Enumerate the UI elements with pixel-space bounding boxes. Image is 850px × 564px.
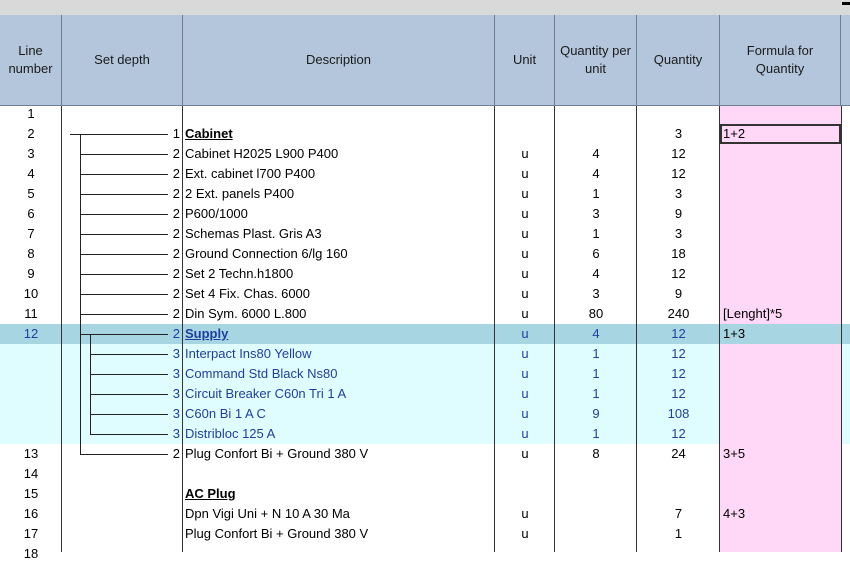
cell-set-depth[interactable]: 3 bbox=[172, 366, 180, 381]
cell-formula[interactable]: 1+3 bbox=[723, 326, 746, 341]
cell-quantity[interactable]: 108 bbox=[667, 406, 690, 421]
cell-unit[interactable]: u bbox=[521, 226, 529, 241]
cell-description[interactable]: Plug Confort Bi + Ground 380 V bbox=[185, 526, 369, 541]
cell-quantity[interactable]: 12 bbox=[671, 346, 686, 361]
cell-set-depth[interactable]: 3 bbox=[172, 426, 180, 441]
cell-line-number[interactable]: 1 bbox=[27, 106, 35, 121]
cell-qty-per-unit[interactable] bbox=[555, 544, 637, 564]
cell-quantity[interactable]: 12 bbox=[671, 146, 686, 161]
cell-qty-per-unit[interactable]: 6 bbox=[592, 246, 600, 261]
header-line-number[interactable]: Line number bbox=[0, 15, 62, 105]
cell-line-number[interactable] bbox=[0, 424, 62, 444]
cell-line-number[interactable]: 13 bbox=[23, 446, 39, 461]
cell-unit[interactable]: u bbox=[521, 366, 529, 381]
cell-line-number[interactable]: 2 bbox=[27, 126, 35, 141]
cell-set-depth[interactable]: 2 bbox=[172, 446, 180, 461]
cell-quantity[interactable]: 9 bbox=[674, 286, 683, 301]
cell-description[interactable]: Cabinet H2025 L900 P400 bbox=[185, 146, 339, 161]
cell-description[interactable]: Circuit Breaker C60n Tri 1 A bbox=[185, 386, 347, 401]
cell-description[interactable]: AC Plug bbox=[185, 486, 236, 501]
cell-unit[interactable]: u bbox=[521, 326, 529, 341]
cell-unit[interactable] bbox=[495, 124, 555, 144]
cell-set-depth[interactable]: 2 bbox=[172, 226, 180, 241]
cell-line-number[interactable]: 12 bbox=[23, 326, 39, 341]
cell-description[interactable]: Cabinet bbox=[185, 126, 233, 141]
column-header-row bbox=[0, 15, 850, 106]
cell-qty-per-unit[interactable]: 1 bbox=[592, 366, 600, 381]
cell-set-depth[interactable]: 2 bbox=[172, 166, 180, 181]
cell-line-number[interactable]: 3 bbox=[27, 146, 35, 161]
header-unit[interactable]: Unit bbox=[495, 15, 555, 105]
table-row[interactable] bbox=[0, 444, 850, 464]
cell-qty-per-unit[interactable] bbox=[555, 464, 637, 484]
cell-description[interactable]: Distribloc 125 A bbox=[185, 426, 276, 441]
table-row[interactable] bbox=[0, 164, 850, 184]
cell-quantity[interactable]: 3 bbox=[674, 126, 683, 141]
cell-unit[interactable]: u bbox=[521, 286, 529, 301]
table-row[interactable] bbox=[0, 424, 850, 444]
table-row[interactable] bbox=[0, 524, 850, 544]
cell-qty-per-unit[interactable]: 3 bbox=[592, 286, 600, 301]
cell-description[interactable]: Dpn Vigi Uni + N 10 A 30 Ma bbox=[185, 506, 350, 521]
cell-formula[interactable]: 3+5 bbox=[723, 446, 746, 461]
cell-quantity[interactable]: 12 bbox=[671, 386, 686, 401]
cell-unit[interactable]: u bbox=[521, 406, 529, 421]
cell-set-depth[interactable]: 2 bbox=[172, 266, 180, 281]
cell-description[interactable]: Set 4 Fix. Chas. 6000 bbox=[185, 286, 311, 301]
cell-description[interactable]: Plug Confort Bi + Ground 380 V bbox=[185, 446, 369, 461]
table-row[interactable] bbox=[0, 544, 850, 564]
cell-qty-per-unit[interactable]: 4 bbox=[592, 146, 600, 161]
cell-quantity[interactable]: 24 bbox=[671, 446, 686, 461]
cell-quantity[interactable]: 3 bbox=[674, 186, 683, 201]
table-row[interactable] bbox=[0, 324, 850, 344]
cell-qty-per-unit[interactable]: 4 bbox=[592, 266, 600, 281]
cell-quantity[interactable]: 9 bbox=[674, 206, 683, 221]
cell-line-number[interactable]: 9 bbox=[27, 266, 35, 281]
cell-quantity[interactable] bbox=[637, 484, 720, 504]
table-row[interactable] bbox=[0, 284, 850, 304]
cell-line-number[interactable]: 6 bbox=[27, 206, 35, 221]
cell-quantity[interactable] bbox=[637, 104, 720, 124]
cell-quantity[interactable]: 12 bbox=[671, 326, 686, 341]
table-row[interactable] bbox=[0, 504, 850, 524]
cell-line-number[interactable]: 8 bbox=[27, 246, 35, 261]
cell-set-depth[interactable]: 2 bbox=[172, 306, 180, 321]
cell-description[interactable]: Command Std Black Ns80 bbox=[185, 366, 338, 381]
cell-set-depth[interactable] bbox=[62, 104, 180, 124]
cell-description[interactable]: Interpact Ins80 Yellow bbox=[185, 346, 312, 361]
cell-set-depth[interactable]: 2 bbox=[172, 326, 180, 341]
table-row[interactable] bbox=[0, 204, 850, 224]
cell-description[interactable]: C60n Bi 1 A C bbox=[185, 406, 266, 421]
cell-line-number[interactable]: 16 bbox=[23, 506, 39, 521]
resize-handle[interactable] bbox=[842, 2, 850, 5]
header-description[interactable]: Description bbox=[183, 15, 495, 105]
table-row[interactable] bbox=[0, 224, 850, 244]
cell-qty-per-unit[interactable]: 1 bbox=[592, 386, 600, 401]
cell-description[interactable]: Din Sym. 6000 L.800 bbox=[185, 306, 307, 321]
cell-qty-per-unit[interactable] bbox=[555, 524, 637, 544]
cell-qty-per-unit[interactable]: 9 bbox=[592, 406, 600, 421]
table-row[interactable] bbox=[0, 144, 850, 164]
cell-set-depth[interactable]: 2 bbox=[172, 286, 180, 301]
cell-unit[interactable] bbox=[495, 104, 555, 124]
cell-line-number[interactable] bbox=[0, 404, 62, 424]
table-row[interactable] bbox=[0, 484, 850, 504]
cell-set-depth[interactable]: 2 bbox=[172, 146, 180, 161]
cell-quantity[interactable] bbox=[637, 544, 720, 564]
cell-description[interactable]: 2 Ext. panels P400 bbox=[185, 186, 295, 201]
cell-quantity[interactable]: 3 bbox=[674, 226, 683, 241]
table-row[interactable] bbox=[0, 264, 850, 284]
cell-unit[interactable] bbox=[495, 544, 555, 564]
cell-quantity[interactable]: 12 bbox=[671, 266, 686, 281]
cell-quantity[interactable]: 1 bbox=[674, 526, 683, 541]
header-qty-per-unit[interactable]: Quantity per unit bbox=[555, 15, 637, 105]
cell-set-depth[interactable]: 3 bbox=[172, 386, 180, 401]
cell-unit[interactable]: u bbox=[521, 526, 529, 541]
table-row[interactable] bbox=[0, 344, 850, 364]
cell-unit[interactable]: u bbox=[521, 186, 529, 201]
cell-description[interactable]: Ground Connection 6/lg 160 bbox=[185, 246, 348, 261]
cell-qty-per-unit[interactable]: 3 bbox=[592, 206, 600, 221]
toolbar-strip bbox=[0, 0, 850, 16]
table-row[interactable] bbox=[0, 304, 850, 324]
cell-formula[interactable]: 4+3 bbox=[723, 506, 746, 521]
cell-unit[interactable]: u bbox=[521, 426, 529, 441]
cell-formula[interactable]: [Lenght]*5 bbox=[723, 306, 783, 321]
cell-set-depth[interactable]: 3 bbox=[172, 346, 180, 361]
cell-line-number[interactable] bbox=[0, 384, 62, 404]
cell-description[interactable]: Schemas Plast. Gris A3 bbox=[185, 226, 322, 241]
cell-set-depth[interactable]: 1 bbox=[172, 126, 180, 141]
cell-qty-per-unit[interactable]: 80 bbox=[588, 306, 604, 321]
cell-line-number[interactable]: 10 bbox=[23, 286, 39, 301]
cell-quantity[interactable]: 12 bbox=[671, 166, 686, 181]
cell-line-number[interactable]: 11 bbox=[24, 306, 38, 321]
cell-qty-per-unit[interactable] bbox=[555, 504, 637, 524]
cell-unit[interactable]: u bbox=[521, 266, 529, 281]
table-row[interactable] bbox=[0, 404, 850, 424]
cell-set-depth[interactable] bbox=[62, 544, 180, 564]
table-row[interactable] bbox=[0, 184, 850, 204]
cell-unit[interactable]: u bbox=[521, 146, 529, 161]
cell-unit[interactable]: u bbox=[521, 386, 529, 401]
cell-set-depth[interactable]: 2 bbox=[172, 206, 180, 221]
cell-line-number[interactable]: 15 bbox=[23, 486, 39, 501]
cell-quantity[interactable]: 240 bbox=[667, 306, 690, 321]
cell-set-depth[interactable] bbox=[62, 504, 180, 524]
table-row[interactable] bbox=[0, 104, 850, 124]
cell-description[interactable]: Ext. cabinet l700 P400 bbox=[185, 166, 316, 181]
cell-line-number[interactable]: 7 bbox=[27, 226, 35, 241]
cell-qty-per-unit[interactable]: 1 bbox=[592, 426, 600, 441]
cell-qty-per-unit[interactable] bbox=[555, 104, 637, 124]
header-formula[interactable]: Formula for Quantity bbox=[720, 15, 841, 105]
cell-line-number[interactable]: 18 bbox=[23, 546, 39, 561]
cell-qty-per-unit[interactable] bbox=[555, 484, 637, 504]
cell-qty-per-unit[interactable] bbox=[555, 124, 637, 144]
cell-description[interactable]: Set 2 Techn.h1800 bbox=[185, 266, 294, 281]
cell-formula[interactable]: 1+2 bbox=[723, 126, 746, 141]
cell-unit[interactable]: u bbox=[521, 246, 529, 261]
cell-qty-per-unit[interactable]: 4 bbox=[592, 166, 600, 181]
table-row[interactable] bbox=[0, 364, 850, 384]
header-quantity[interactable]: Quantity bbox=[637, 15, 720, 105]
cell-unit[interactable]: u bbox=[521, 346, 529, 361]
cell-set-depth[interactable]: 3 bbox=[172, 406, 180, 421]
cell-line-number[interactable]: 14 bbox=[23, 466, 39, 481]
cell-qty-per-unit[interactable]: 1 bbox=[592, 186, 600, 201]
cell-quantity[interactable] bbox=[637, 464, 720, 484]
cell-quantity[interactable]: 7 bbox=[674, 506, 683, 521]
cell-quantity[interactable]: 18 bbox=[671, 246, 686, 261]
cell-set-depth[interactable] bbox=[62, 484, 180, 504]
cell-line-number[interactable]: 5 bbox=[27, 186, 35, 201]
active-cell-cursor[interactable] bbox=[720, 124, 841, 144]
cell-qty-per-unit[interactable]: 4 bbox=[592, 326, 600, 341]
cell-line-number[interactable]: 4 bbox=[27, 166, 35, 181]
cell-qty-per-unit[interactable]: 1 bbox=[592, 226, 600, 241]
cell-unit[interactable]: u bbox=[521, 206, 529, 221]
cell-qty-per-unit[interactable]: 1 bbox=[592, 346, 600, 361]
cell-unit[interactable]: u bbox=[521, 166, 529, 181]
cell-set-depth[interactable]: 2 bbox=[172, 186, 180, 201]
table-row[interactable] bbox=[0, 464, 850, 484]
cell-unit[interactable]: u bbox=[521, 446, 529, 461]
cell-set-depth[interactable]: 2 bbox=[172, 246, 180, 261]
cell-unit[interactable] bbox=[495, 484, 555, 504]
header-set-depth[interactable]: Set depth bbox=[62, 15, 183, 105]
header-extra bbox=[841, 15, 850, 105]
cell-set-depth[interactable] bbox=[62, 464, 180, 484]
cell-line-number[interactable]: 17 bbox=[23, 526, 39, 541]
cell-line-number[interactable] bbox=[0, 364, 62, 384]
cell-quantity[interactable]: 12 bbox=[671, 426, 686, 441]
cell-description[interactable]: P600/1000 bbox=[185, 206, 248, 221]
cell-unit[interactable] bbox=[495, 464, 555, 484]
cell-quantity[interactable]: 12 bbox=[671, 366, 686, 381]
cell-line-number[interactable] bbox=[0, 344, 62, 364]
table-row[interactable] bbox=[0, 244, 850, 264]
cell-set-depth[interactable] bbox=[62, 524, 180, 544]
cell-qty-per-unit[interactable]: 8 bbox=[592, 446, 600, 461]
cell-unit[interactable]: u bbox=[521, 306, 529, 321]
bom-grid bbox=[0, 106, 850, 561]
table-row[interactable] bbox=[0, 384, 850, 404]
cell-description[interactable]: Supply bbox=[185, 326, 229, 341]
cell-unit[interactable]: u bbox=[521, 506, 529, 521]
